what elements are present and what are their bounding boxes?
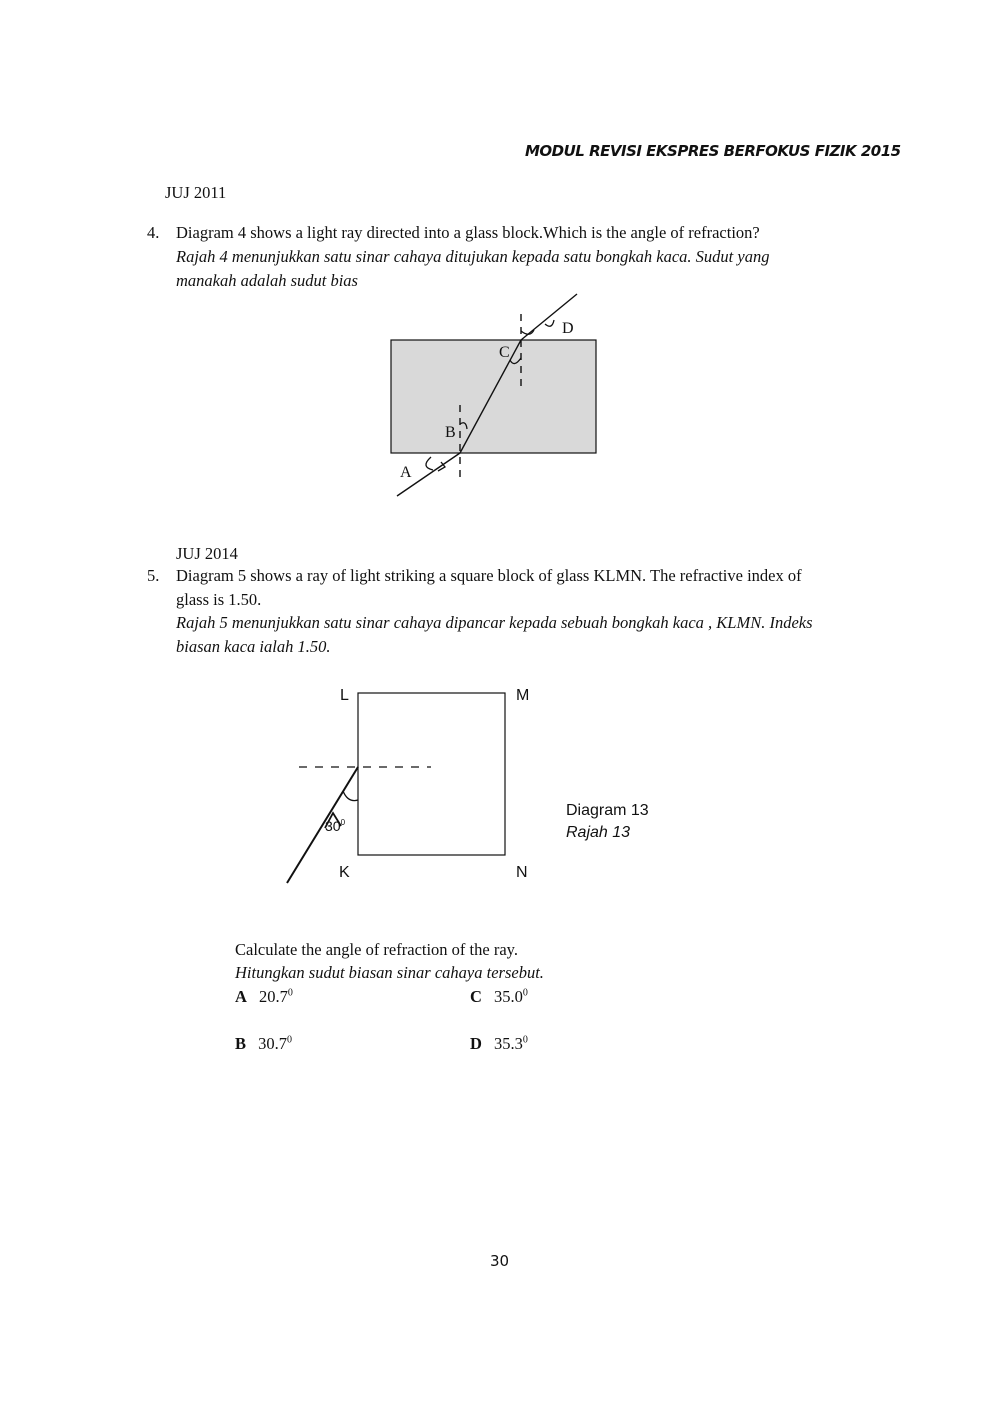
option-degree: 0 [522,1034,528,1046]
page-header: MODUL REVISI EKSPRES BERFOKUS FIZIK 2015 [525,142,901,160]
q5-prompt-en: Calculate the angle of refraction of the ray. [235,940,518,959]
q5-number: 5. [147,566,160,585]
label-c: C [499,344,510,361]
q5-text-ms-line2: biasan kaca ialah 1.50. [176,637,331,656]
corner-label-l: L [340,687,349,704]
option-value: 35.0 [494,987,523,1006]
option-degree: 0 [287,1034,293,1046]
corner-label-n: N [516,864,528,881]
corner-label-k: K [339,864,350,881]
q5-prompt-ms: Hitungkan sudut biasan sinar cahaya tersebut. [235,963,544,982]
option-letter: C [470,987,482,1006]
option-value: 35.3 [494,1034,523,1053]
page-number: 30 [490,1252,510,1270]
option-a[interactable] [235,987,293,1007]
option-value: 20.7 [259,987,288,1006]
diagram-caption-en: Diagram 13 [566,802,649,819]
option-value: 30.7 [258,1034,288,1053]
q4-text-ms-line1: Rajah 4 menunjukkan satu sinar cahaya ditujukan kepada satu bongkah kaca. Sudut yang [176,247,770,266]
option-d[interactable] [470,1034,528,1054]
q5-source: JUJ 2014 [176,544,238,563]
option-c[interactable] [470,987,528,1007]
corner-label-m: M [516,687,530,704]
q4-text-ms-line2: manakah adalah sudut bias [176,271,358,290]
option-degree: 0 [287,987,293,999]
option-letter: D [470,1034,482,1053]
q4-source: JUJ 2011 [165,183,227,202]
option-letter: A [235,987,247,1006]
angle-label: $30^0$ [325,818,346,834]
option-degree: 0 [522,987,528,999]
q5-text-en-line2: glass is 1.50. [176,590,262,609]
angle-arc [343,791,358,801]
option-b[interactable] [235,1034,292,1054]
label-a: A [400,464,412,481]
diagram-caption-ms: Rajah 13 [566,824,631,841]
q5-text-en-line1: Diagram 5 shows a ray of light striking a square block of glass KLMN. The refractive index of [176,566,802,585]
option-letter: B [235,1034,247,1053]
label-d: D [562,320,574,337]
glass-square-klmn [358,693,505,855]
label-b: B [445,424,456,441]
q4-number: 4. [147,223,160,242]
q5-text-ms-line1: Rajah 5 menunjukkan satu sinar cahaya dipancar kepada sebuah bongkah kaca , KLMN. Indeks [176,613,813,632]
q4-text-en: Diagram 4 shows a light ray directed into a glass block.Which is the angle of refraction? [176,223,760,242]
